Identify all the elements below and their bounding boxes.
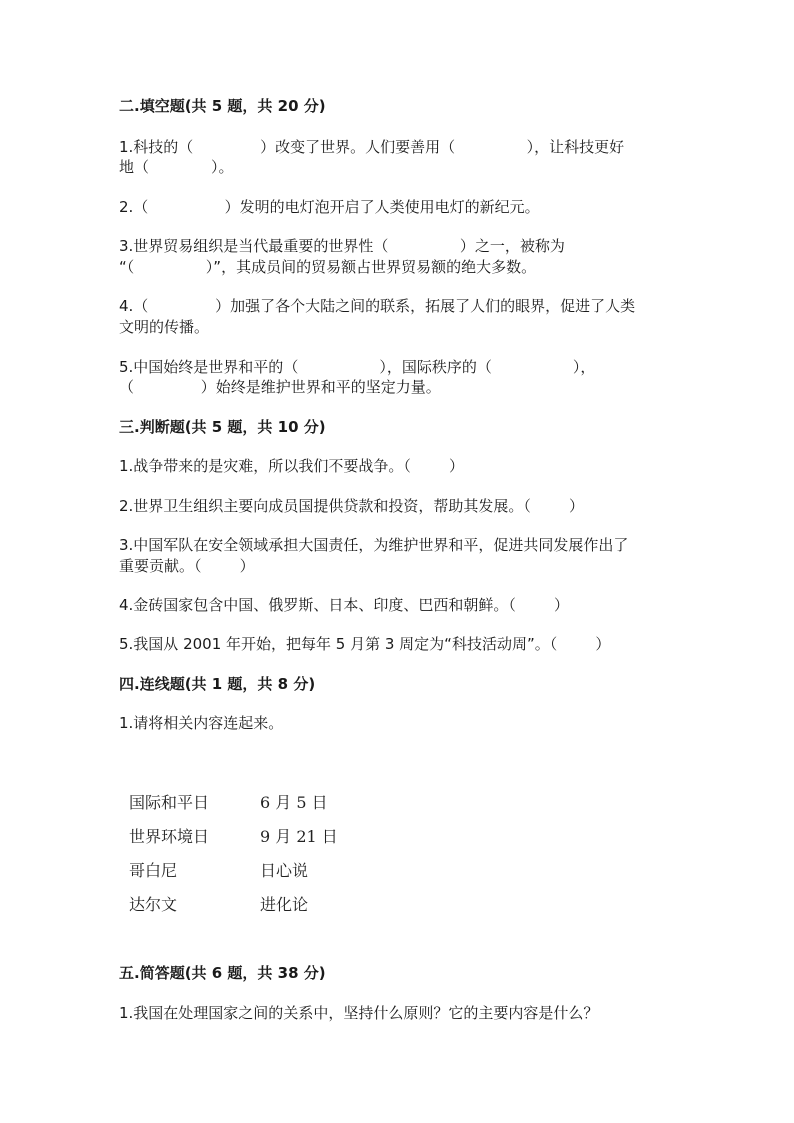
section-2-q1-line1: 1.科技的（ ）改变了世界。人们要善用（ ），让科技更好	[119, 138, 625, 156]
section-2-q3-line1: 3.世界贸易组织是当代最重要的世界性（ ）之一，被称为	[119, 237, 565, 255]
section-2-q3-line2: “（ ）”，其成员间的贸易额占世界贸易额的绝大多数。	[119, 258, 537, 276]
section-2-q2: 2.（ ）发明的电灯泡开启了人类使用电灯的新纪元。	[119, 198, 540, 216]
section-4-title: 四.连线题(共 1 题，共 8 分)	[119, 675, 316, 693]
section-3-q3-line1: 3.中国军队在安全领域承担大国责任，为维护世界和平，促进共同发展作出了	[119, 536, 629, 554]
section-3-q4: 4.金砖国家包含中国、俄罗斯、日本、印度、巴西和朝鲜。（ ）	[119, 596, 569, 614]
section-2-q1-line2: 地（ ）。	[119, 158, 234, 176]
section-2-q5-line1: 5.中国始终是世界和平的（ ），国际秩序的（ ），	[119, 358, 596, 376]
section-3-title: 三.判断题(共 5 题，共 10 分)	[119, 418, 326, 436]
section-2-q4-line1: 4.（ ）加强了各个大陆之间的联系，拓展了人们的眼界，促进了人类	[119, 297, 636, 315]
section-5-title: 五.简答题(共 6 题，共 38 分)	[119, 964, 326, 982]
match-right-item: 9 月 21 日	[260, 827, 338, 846]
section-3-q5: 5.我国从 2001 年开始，把每年 5 月第 3 周定为“科技活动周”。（ ）	[119, 635, 611, 653]
section-3-q3-line2: 重要贡献。（ ）	[119, 557, 255, 575]
match-right-item: 进化论	[260, 895, 309, 914]
match-right-item: 6 月 5 日	[260, 793, 328, 812]
match-right-item: 日心说	[260, 861, 309, 880]
match-left-item: 世界环境日	[129, 827, 210, 846]
section-2-q4-line2: 文明的传播。	[119, 318, 210, 336]
section-5-q1: 1.我国在处理国家之间的关系中，坚持什么原则？它的主要内容是什么？	[119, 1004, 599, 1022]
section-4-q1: 1.请将相关内容连起来。	[119, 714, 284, 732]
match-left-item: 国际和平日	[129, 793, 210, 812]
match-left-item: 达尔文	[129, 895, 178, 914]
section-2-q5-line2: （ ）始终是维护世界和平的坚定力量。	[119, 378, 441, 396]
match-left-item: 哥白尼	[129, 861, 178, 880]
section-2-title: 二.填空题(共 5 题，共 20 分)	[119, 97, 326, 115]
section-3-q1: 1.战争带来的是灾难，所以我们不要战争。（ ）	[119, 457, 464, 475]
section-3-q2: 2.世界卫生组织主要向成员国提供贷款和投资，帮助其发展。（ ）	[119, 497, 584, 515]
